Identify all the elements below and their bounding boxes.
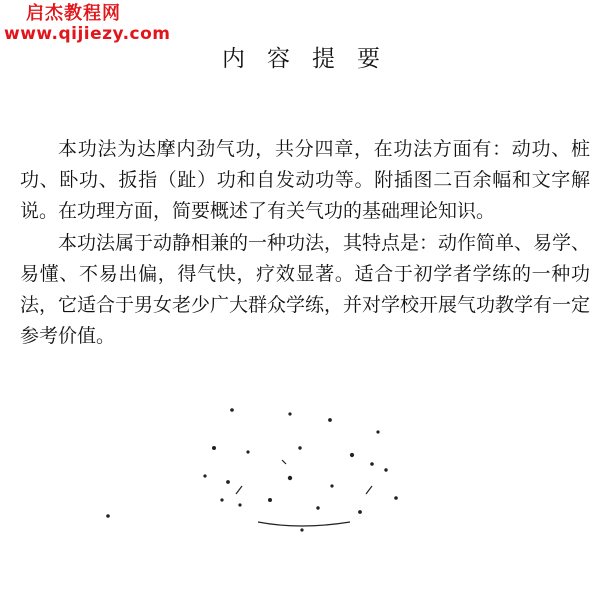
summary-paragraph-1: 本功法为达摩内劲气功，共分四章，在功法方面有：动功、桩功、卧功、扳指（趾）功和自发动功等。附插图二百余幅和文字解说。在功理方面，简要概述了有关气功的基础理论知识。 <box>20 138 590 222</box>
page-title: 内容提要 <box>222 46 402 72</box>
watermark-site-url: www.qijiezy.com <box>4 24 171 44</box>
watermark <box>4 3 171 44</box>
watermark-site-name: 启杰教程网 <box>26 3 121 24</box>
summary-paragraph-2: 本功法属于动静相兼的一种功法，其特点是：动作简单、易学、易懂、不易出偏，得气快，疗效显著。适合于初学者学练的一种功法，它适合于男女老少广大群众学练，并对学校开展气功教学有一定参考价值。 <box>20 232 591 347</box>
